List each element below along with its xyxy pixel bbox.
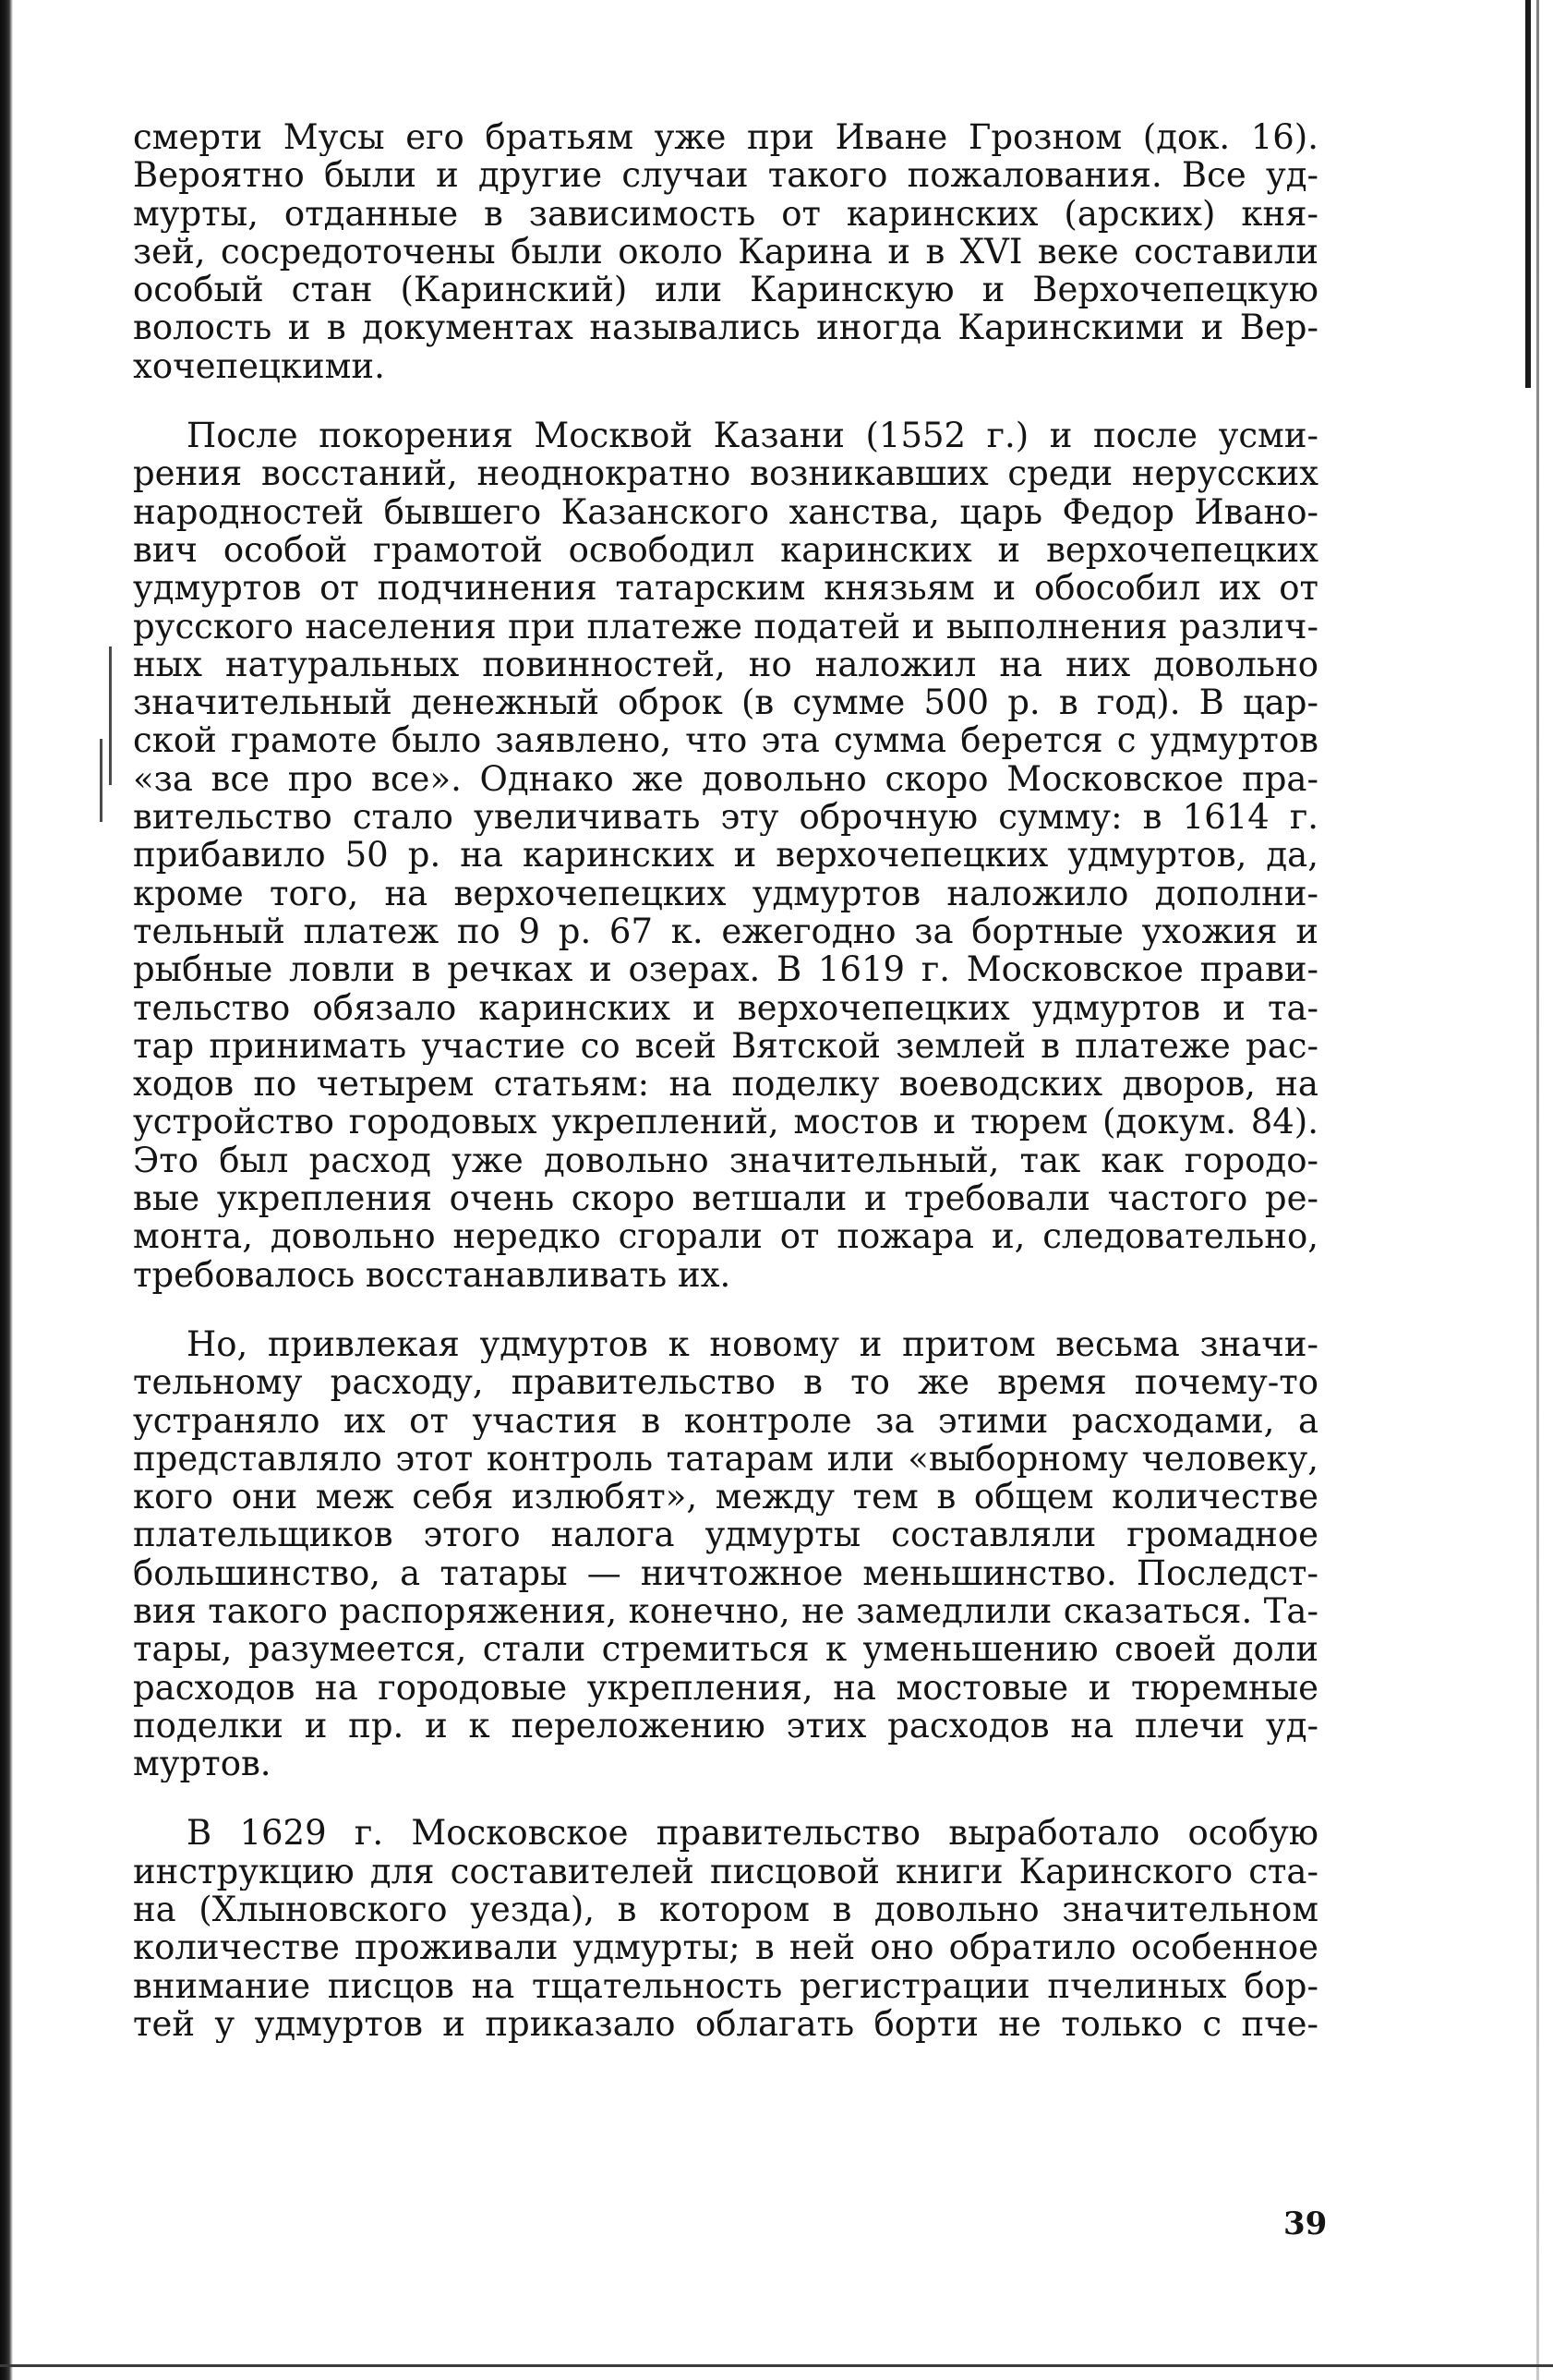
text-line: значительный денежный оброк (в сумме 500 р. в год). В цар- [133, 683, 1318, 722]
text-line: ской грамоте было заявлено, что эта сумма берется с удмуртов [133, 721, 1318, 760]
scan-edge-right-thin [1536, 0, 1539, 2380]
text-column [133, 118, 1318, 2043]
paragraph-gap [133, 1294, 1318, 1325]
paragraph-gap [133, 385, 1318, 417]
text-line: мурты, отданные в зависимость от каринских (арских) кня- [133, 194, 1318, 233]
text-line: поделки и пр. и к переложению этих расходов на плечи уд- [133, 1706, 1318, 1746]
margin-mark [109, 646, 112, 785]
paragraph [133, 1814, 1318, 2043]
text-line: Но, привлекая удмуртов к новому и притом весьма значи- [187, 1324, 1318, 1364]
text-line: особый стан (Каринский) или Каринскую и Верхочепецкую [133, 271, 1318, 309]
page-number: 39 [1283, 2205, 1328, 2242]
text-line: плательщиков этого налога удмурты составляли громадное [133, 1516, 1318, 1554]
text-line: После покорения Москвой Казани (1552 г.) и после усми- [187, 417, 1318, 455]
text-line: удмуртов от подчинения татарским князьям и обособил их от [133, 569, 1318, 608]
text-line: рыбные ловли в речках и озерах. В 1619 г. Московское прави- [133, 950, 1318, 989]
text-line: кроме того, на верхочепецких удмуртов наложило дополни- [133, 874, 1318, 912]
text-line: «за все про все». Однако же довольно скоро Московское пра- [133, 759, 1318, 799]
scan-edge-left [0, 0, 13, 2380]
text-line: тельный платеж по 9 р. 67 к. ежегодно за бортные ухожия и [133, 912, 1318, 951]
text-line: Вероятно были и другие случаи такого пожалования. Все уд- [133, 156, 1318, 195]
text-line: смерти Мусы его братьям уже при Иване Грозном (док. 16). [133, 118, 1318, 157]
text-line: тельному расходу, правительство в то же время почему-то [133, 1363, 1318, 1402]
text-line: на (Хлыновского уезда), в котором в довольно значительном [133, 1891, 1318, 1929]
text-line: народностей бывшего Казанского ханства, царь Федор Ивано- [133, 492, 1318, 531]
text-line: вительство стало увеличивать эту оброчную сумму: в 1614 г. [133, 798, 1318, 837]
text-line: муртов. [133, 1745, 271, 1783]
text-line: русского населения при платеже податей и выполнения различ- [133, 607, 1318, 646]
text-line: прибавило 50 р. на каринских и верхочепецких удмуртов, да, [133, 836, 1318, 875]
paragraph [133, 118, 1318, 385]
text-line: волость и в документах назывались иногда Каринскими и Вер- [133, 308, 1318, 347]
text-line: кого они меж себя излюбят», между тем в общем количестве [133, 1478, 1318, 1516]
text-line: большинство, а татары — ничтожное меньшинство. Последст- [133, 1553, 1318, 1592]
text-line: вия такого распоряжения, конечно, не замедлили сказаться. Та- [133, 1591, 1318, 1631]
text-line: Это был расход уже довольно значительный, так как городо- [133, 1141, 1318, 1180]
scan-edge-right [1525, 0, 1531, 388]
text-line: представляло этот контроль татарам или «выборному человеку, [133, 1439, 1318, 1479]
text-line: ходов по четырем статьям: на поделку воеводских дворов, на [133, 1065, 1318, 1104]
text-line: тары, разумеется, стали стремиться к уменьшению своей доли [133, 1630, 1318, 1669]
text-line: расходов на городовые укрепления, на мостовые и тюремные [133, 1668, 1318, 1707]
paragraph-gap [133, 1782, 1318, 1814]
text-line: количестве проживали удмурты; в ней оно обратило особенное [133, 1928, 1318, 1967]
scan-edge-bottom [0, 2364, 1553, 2367]
text-line: В 1629 г. Московское правительство выработало особую [187, 1814, 1318, 1853]
text-line: устраняло их от участия в контроле за этими расходами, а [133, 1401, 1318, 1440]
text-line: тей у удмуртов и приказало облагать борти не только с пче- [133, 2004, 1318, 2044]
paragraph [133, 417, 1318, 1294]
text-line: инструкцию для составителей писцовой книги Каринского ста- [133, 1852, 1318, 1891]
text-line: вые укрепления очень скоро ветшали и требовали частого ре- [133, 1179, 1318, 1218]
text-line: монта, довольно нередко сгорали от пожара и, следовательно, [133, 1217, 1318, 1256]
text-line: хочепецкими. [133, 346, 385, 386]
text-line: зей, сосредоточены были около Карина и в XVI веке составили [133, 232, 1318, 272]
text-line: вич особой грамотой освободил каринских и верхочепецких [133, 530, 1318, 570]
text-line: рения восстаний, неоднократно возникавших среди нерусских [133, 454, 1318, 493]
text-line: внимание писцов на тщательность регистрации пчелиных бор- [133, 1966, 1318, 2005]
text-line: тельство обязало каринских и верхочепецких удмуртов и та- [133, 988, 1318, 1027]
margin-mark [100, 739, 102, 822]
text-line: требовалось восстанавливать их. [133, 1255, 731, 1294]
text-line: устройство городовых укреплений, мостов и тюрем (докум. 84). [133, 1103, 1318, 1142]
text-line: тар принимать участие со всей Вятской землей в платеже рас- [133, 1026, 1318, 1066]
text-line: ных натуральных повинностей, но наложил на них довольно [133, 645, 1318, 684]
paragraph [133, 1325, 1318, 1783]
